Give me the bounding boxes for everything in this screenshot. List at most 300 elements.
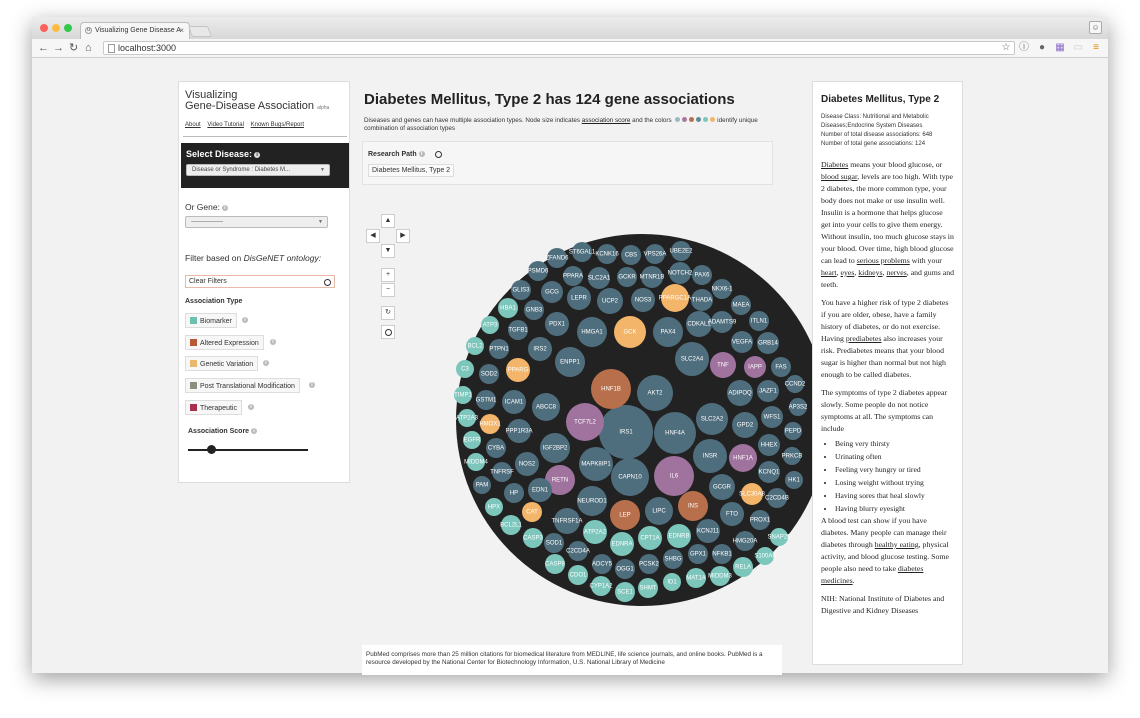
gene-label: PCSK2 [639,561,659,568]
app-title [185,90,329,114]
page-title: Diabetes Mellitus, Type 2 has 124 gene associations [364,91,735,108]
gene-bubble-tcf7l2[interactable] [566,403,604,441]
gene-label: EGFR [463,437,481,444]
gene-label: TIMP1 [454,392,472,399]
gene-bubble-grb14[interactable] [757,332,779,354]
gene-label: PPP1R3A [505,428,533,435]
gene-bubble-sce1[interactable] [615,582,635,602]
gene-bubble-irs2[interactable] [528,337,552,361]
gene-bubble-egfr[interactable] [463,431,481,449]
gene-bubble-cyba[interactable] [486,438,506,458]
legend-color-dot [682,117,687,122]
gene-bubble-kcnq1[interactable] [758,461,780,483]
gene-bubble-hnf1b[interactable] [591,369,631,409]
association-score-label: Association Score [188,428,250,435]
gene-bubble-mat1a[interactable] [686,568,706,588]
gene-label: PROX1 [749,517,771,524]
gene-bubble-itln1[interactable] [749,311,769,331]
info-icon[interactable]: i [251,428,257,434]
extension-globe-icon[interactable]: ● [1038,42,1046,53]
paragraph-4 [821,515,954,587]
disease-title: Diabetes Mellitus, Type 2 [821,94,940,105]
filter-post-translational-modification[interactable] [185,378,300,393]
divider [183,136,347,137]
gene-bubble-insr[interactable] [693,439,727,473]
gene-label: GPD2 [736,422,754,429]
gene-bubble-hhex[interactable] [758,434,780,456]
gene-label: ICAM1 [504,399,524,406]
gene-bubble-glis3[interactable] [511,280,531,300]
diabetes-medicines-link[interactable]: diabetes medicines [821,564,924,585]
gene-label: LIPC [652,508,666,515]
gene-bubble-gckr[interactable] [617,267,637,287]
select-disease-heading [186,149,260,159]
gene-label: KCNJ11 [697,528,719,535]
close-window-button[interactable] [40,24,48,32]
gene-bubble-cbs[interactable] [621,245,641,265]
gene-bubble-adipoq[interactable] [727,380,753,406]
serious-problems-link[interactable]: serious problems [856,256,910,265]
symptom-list [835,437,954,515]
gene-label: GCKR [618,274,636,281]
gene-label: LEPR [571,295,587,302]
gene-label: GNB3 [525,307,543,314]
gene-label: GPX1 [689,551,707,558]
gene-bubble-gcg[interactable] [541,281,563,303]
profile-icon[interactable]: ☺ [1089,21,1102,34]
gene-bubble-ednra[interactable] [610,532,634,556]
pan-right-button[interactable]: ▶ [396,229,410,243]
page-icon [108,44,115,53]
gene-bubble-c3[interactable] [456,360,474,378]
gene-label: CYBA [487,445,505,452]
list-item: • Having blurry eyesight [835,502,954,515]
gene-label: ST6GAL1 [568,249,596,256]
gene-bubble-tnf[interactable] [710,352,736,378]
genetic-variation-swatch [190,360,197,367]
gene-bubble-gnb3[interactable] [524,300,544,320]
gene-label: CASP8 [545,561,565,568]
gene-label: CDO1 [569,572,587,579]
gene-label: SOD2 [480,371,498,378]
filter-biomarker[interactable] [185,313,237,328]
gene-label: KCNK16 [595,251,619,258]
gene-label: PRKCB [781,453,803,460]
gene-label: PEPD [784,428,802,435]
gene-label: ENPP1 [560,359,580,366]
gene-label: BCL2L1 [500,522,522,529]
post-translational-label: Post Translational Modification [200,383,295,390]
tab-close-icon[interactable]: × [179,26,184,35]
legend-color-dots [673,117,715,124]
target-icon [385,329,392,336]
address-bar[interactable] [103,41,1015,55]
gene-bubble-ucp2[interactable] [597,288,623,314]
gene-label: PTPN1 [489,346,509,353]
gene-label: UCP2 [601,298,619,305]
gene-label: NOTCH2 [667,270,693,277]
menu-icon[interactable]: ≡ [1093,42,1099,53]
heart-link[interactable]: heart [821,268,837,277]
gene-bubble-chart [456,234,828,606]
gene-label: RETN [551,477,569,484]
gene-bubble-hnf4a[interactable] [654,412,696,454]
gene-bubble-shbg[interactable] [663,549,683,569]
gene-bubble-hba1[interactable] [498,298,518,318]
research-path-label: Research Path [368,151,417,158]
gene-label: CAT [526,509,538,516]
gene-label: THADA [691,297,713,304]
gene-bubble-ins[interactable] [678,491,708,521]
gene-bubble-sod1[interactable] [544,533,564,553]
browser-window [32,17,1108,673]
list-item: • Being very thirsty [835,437,954,450]
gene-bubble-lepr[interactable] [567,286,591,310]
gene-label: CASP3 [523,535,543,542]
gene-label: NEUROD1 [577,498,607,505]
url-text: localhost:3000 [118,43,177,53]
gene-bubble-slc2a4[interactable] [675,342,709,376]
clear-filters-button[interactable] [185,275,335,288]
gene-label: ATP2A3 [456,415,478,422]
gene-bubble-ppara[interactable] [563,266,583,286]
gene-bubble-edn1[interactable] [528,478,552,502]
gene-label: CCND2 [784,381,806,388]
gene-label: IRS2 [533,346,547,353]
gene-label: FAS [775,364,787,371]
gene-label: FTO [726,511,738,518]
gene-bubble-slc2a2[interactable] [696,403,728,435]
gene-label: NOS3 [634,297,652,304]
gene-bubble-bcl2[interactable] [466,337,484,355]
tab-favicon-icon: u [85,27,92,34]
gene-bubble-nos2[interactable] [515,452,539,476]
gene-label: SHMT [639,585,657,592]
info-icon[interactable]: i [270,339,276,345]
gene-bubble-cpt1a[interactable] [638,526,662,550]
gene-label: UBE2E2 [669,248,693,255]
gene-label: KCNQ1 [758,469,780,476]
gene-label: GCG [545,289,559,296]
gene-bubble-sod2[interactable] [479,364,499,384]
gene-label: S100A8 [754,553,776,560]
zoom-out-button[interactable]: − [381,283,395,297]
gene-bubble-irs1[interactable] [599,405,653,459]
gene-label: INS [687,503,699,510]
gene-label: TNF [717,362,729,369]
gene-bubble-gpd2[interactable] [732,412,758,438]
gene-bubble-akt2[interactable] [637,375,673,411]
gene-label: MAEA [732,302,750,309]
gene-bubble-cdo1[interactable] [568,565,588,585]
research-path-panel [362,141,773,185]
target-icon[interactable] [435,151,442,158]
p1-text: , [836,268,841,277]
bookmark-star-icon[interactable]: ☆ [1001,42,1011,53]
gene-label: SOD1 [545,540,563,547]
disease-class: Disease Class: Nutritional and Metabolic Diseases;Endocrine System Diseases [821,114,929,129]
legend-color-dot [689,117,694,122]
gene-bubble-pax4[interactable] [653,317,683,347]
info-icon[interactable]: i [248,404,254,410]
gene-bubble-igf2bp2[interactable] [540,433,570,463]
list-item: • Feeling very hungry or tired [835,463,954,476]
gene-label: RELA [735,564,751,571]
gene-label: SCE1 [617,589,633,596]
gene-bubble-ednrb[interactable] [667,524,691,548]
gene-bubble-wfs1[interactable] [761,406,783,428]
gene-label: ATP2A2 [584,529,606,536]
info-icon[interactable]: i [309,382,315,388]
gene-label: HNF1B [601,386,621,393]
pan-down-button[interactable]: ▼ [381,244,395,258]
gene-bubble-id1[interactable] [663,573,681,591]
gene-label: HMOX1 [479,421,501,428]
eyes-link[interactable]: eyes [840,268,855,277]
research-path-item[interactable]: Diabetes Mellitus, Type 2 [368,164,454,177]
altered-expression-label: Altered Expression [200,340,259,347]
gene-bubble-hp[interactable] [504,483,524,503]
gene-label: MTNR1B [639,274,665,281]
gene-label: TCF7L2 [574,419,596,426]
gene-bubble-enpp1[interactable] [555,347,585,377]
paragraph-1 [821,159,954,291]
gene-bubble-lep[interactable] [610,500,640,530]
gene-label: TNFRSF [490,469,514,476]
gene-bubble-shmt[interactable] [638,578,658,598]
gene-label: IGF2BP2 [542,445,568,452]
gene-label: C2CD4A [566,548,590,555]
legend-color-dot [675,117,680,122]
gene-label: ATP3 [482,322,498,329]
gene-bubble-hk1[interactable] [785,471,803,489]
gene-label: VEGFA [731,339,753,346]
diabetes-link[interactable]: Diabetes [821,160,849,169]
gene-label: HNF1A [733,455,753,462]
gene-bubble-rela[interactable] [733,557,753,577]
gene-label: INSR [702,453,718,460]
reload-icon[interactable]: ↻ [69,42,79,54]
gene-dropdown[interactable] [185,216,328,228]
gene-label: SLC30A8 [739,491,765,498]
nerves-link[interactable]: nerves [886,268,907,277]
reset-view-button[interactable]: ↻ [381,306,395,320]
gene-label: PPARG [507,367,529,374]
gene-bubble-pepd[interactable] [784,422,802,440]
p4-text: A blood test can show if you have diabetes. Many people can manage their diabetes through [821,516,947,549]
p1-text: with your [909,256,942,265]
gene-bubble-hpx[interactable] [485,498,503,516]
info-icon[interactable]: i [419,151,425,157]
legend-color-dot [703,117,708,122]
gene-bubble-gpx1[interactable] [688,544,708,564]
gene-label: GRB14 [758,340,778,347]
blood-sugar-link[interactable]: blood sugar [821,172,858,181]
p2-text: You have a higher risk of type 2 diabetes if you are older, obese, have a family history of diabetes, or do not exercise. Having [821,298,949,343]
association-score-link[interactable]: association score [581,117,631,124]
gene-bubble-gck[interactable] [614,316,646,348]
gene-label: HNF4A [665,430,685,437]
gene-label: HMG20A [732,538,758,545]
gene-label: AKT2 [647,390,663,397]
gene-bubble-lipc[interactable] [645,497,673,525]
paragraph-2 [821,297,954,381]
zoom-in-button[interactable]: + [381,268,395,282]
minimize-window-button[interactable] [52,24,60,32]
gene-label: PPARA [563,273,583,280]
total-gene-associations: Number of total gene associations: 124 [821,141,926,147]
gene-bubble-jazf1[interactable] [757,380,779,402]
disease-meta [821,113,954,149]
select-disease-box [181,143,349,188]
browser-tab[interactable] [80,22,190,39]
gene-label: ADAMTS9 [707,319,737,326]
filter-ontology-label: DisGeNET ontology: [243,253,322,263]
forward-arrow-icon[interactable]: → [53,42,64,54]
gene-bubble-pam[interactable] [473,476,491,494]
gene-bubble-icam1[interactable] [502,390,526,414]
desc-text-2: and the colors [630,117,674,124]
gene-label: CBS [624,252,638,259]
paragraph-3: The symptoms of type 2 diabetes appear slowly. Some people do not notice symptoms at all. The symptoms can include [821,388,948,433]
gene-bubble-atp3[interactable] [481,316,499,334]
gene-bubble-mapk8ip1[interactable] [579,447,613,481]
gene-label: BCL2 [467,343,483,350]
gene-label: SLC2A1 [587,275,611,282]
gene-bubble-pparg[interactable] [506,358,530,382]
gene-bubble-atp2a2[interactable] [583,520,607,544]
gene-bubble-maea[interactable] [731,295,751,315]
gene-label: MAT1A [686,575,706,582]
gene-label: LEP [619,512,631,519]
gene-label: ABCC8 [535,404,557,411]
list-item: • Having sores that heal slowly [835,489,954,502]
gene-dropdown-value: ---------------- [191,219,223,225]
gene-label: MIDDM3 [708,573,732,580]
info-icon[interactable]: i [222,205,228,211]
kidneys-link[interactable]: kidneys [858,268,883,277]
disease-dropdown[interactable] [186,164,330,176]
filter-altered-expression[interactable] [185,335,264,350]
gene-bubble-cat[interactable] [522,502,542,522]
gene-bubble-abcc8[interactable] [532,393,560,421]
legend-color-dot [696,117,701,122]
gene-label: PSMD6 [527,268,549,275]
chevron-down-icon: ▼ [320,167,325,173]
disease-description [821,159,954,617]
target-icon [324,279,331,286]
gene-bubble-kcnj11[interactable] [696,519,720,543]
gene-bubble-fto[interactable] [720,502,744,526]
gene-label: SLC2A4 [680,356,704,363]
gene-label: NFKB1 [712,551,732,558]
left-panel [178,81,350,483]
extension-grid-icon[interactable]: ▦ [1055,42,1065,53]
gene-bubble-vegfa[interactable] [731,331,753,353]
gene-bubble-thada[interactable] [691,289,713,311]
genetic-variation-label: Genetic Variation [200,361,254,368]
gene-label: TNFRSF1A [551,518,583,525]
zoom-window-button[interactable] [64,24,72,32]
gene-bubble-il6[interactable] [654,456,694,496]
center-target-button[interactable] [381,325,395,339]
p1-text: , and gums and teeth. [821,268,955,289]
select-disease-label: Select Disease: [186,149,253,159]
healthy-eating-link[interactable]: healthy eating [874,540,919,549]
filter-therapeutic[interactable] [185,400,242,415]
gene-bubble-hnf1a[interactable] [729,444,757,472]
gene-label: C3 [461,366,469,373]
clear-filters-label: Clear Filters [189,278,227,285]
tab-title: Visualizing Gene Disease A [95,27,181,34]
info-icon[interactable]: i [242,317,248,323]
gene-label: CYP1A2 [589,583,613,590]
new-tab-button[interactable] [188,26,212,37]
list-item: • Losing weight without trying [835,476,954,489]
browser-toolbar [32,39,1108,58]
gene-label: IRS1 [619,429,633,436]
extension-cast-icon[interactable]: ▭ [1073,42,1083,53]
pan-left-button[interactable]: ◀ [366,229,380,243]
disease-dropdown-value: Disease or Syndrome : Diabetes M... [192,167,291,173]
source-attribution: NIH: National Institute of Diabetes and Digestive and Kidney Diseases [821,594,945,615]
gene-bubble-gcgr[interactable] [709,474,735,500]
gene-bubble-iapp[interactable] [744,356,766,378]
p1-text: means your blood glucose, or [848,160,943,169]
gene-label: HHEX [760,442,778,449]
filter-label: Filter based on [185,253,244,263]
research-path-heading [368,151,425,158]
gene-bubble-ogg1[interactable] [615,559,635,579]
prediabetes-link[interactable]: prediabetes [845,334,882,343]
about-link[interactable]: About [185,122,201,128]
association-type-heading: Association Type [185,298,243,305]
gene-label: IL6 [669,473,679,480]
gene-label: HMGA1 [581,329,603,336]
slider-handle[interactable] [207,445,216,454]
extension-info-icon[interactable]: ⓘ [1019,42,1029,53]
gene-label: HP [509,490,519,497]
gene-bubble-pax6[interactable] [692,265,712,285]
gene-label: ITLN1 [750,318,768,325]
gene-bubble-capn10[interactable] [611,458,649,496]
p1-text: , [854,268,859,277]
info-icon[interactable]: i [263,360,269,366]
gene-bubble-nos3[interactable] [631,288,655,312]
gene-label: CAPN10 [618,474,642,481]
gene-bubble-hmga1[interactable] [577,317,607,347]
pan-up-button[interactable]: ▲ [381,214,395,228]
gene-bubble-fas[interactable] [771,357,791,377]
association-score-slider[interactable] [188,449,308,451]
filter-genetic-variation[interactable] [185,356,258,371]
back-arrow-icon[interactable]: ← [38,42,49,54]
description [364,117,764,133]
gene-label: OGG1 [616,566,634,573]
gene-label: PAM [475,482,489,489]
home-icon[interactable]: ⌂ [85,42,92,54]
desc-text-3: identify unique combination of association types [364,117,758,132]
nav-links [185,122,309,128]
p1-text: , levels are too high. With type 2 diabetes, the more common type, your body does not make or use insulin well. Insulin is a hormone that helps glucose get into your cells to give them energy. Without insulin, too much glucose stays in your blood. Over time, high blood glucose can lead to [821,172,954,265]
video-tutorial-link[interactable]: Video Tutorial [207,122,244,128]
gene-bubble-pdx1[interactable] [545,312,569,336]
info-icon[interactable]: i [254,152,260,158]
known-bugs-link[interactable]: Known Bugs/Report [250,122,304,128]
gene-label: JAZF1 [759,388,777,395]
pubmed-footer: PubMed comprises more than 25 million citations for biomedical literature from MEDLINE, life science journals, and online books. PubMed is a resource developed by the National Center for Biotechnology Information, U.S. National Library of Medicine [362,645,782,675]
gene-label: TGFB1 [508,327,528,334]
